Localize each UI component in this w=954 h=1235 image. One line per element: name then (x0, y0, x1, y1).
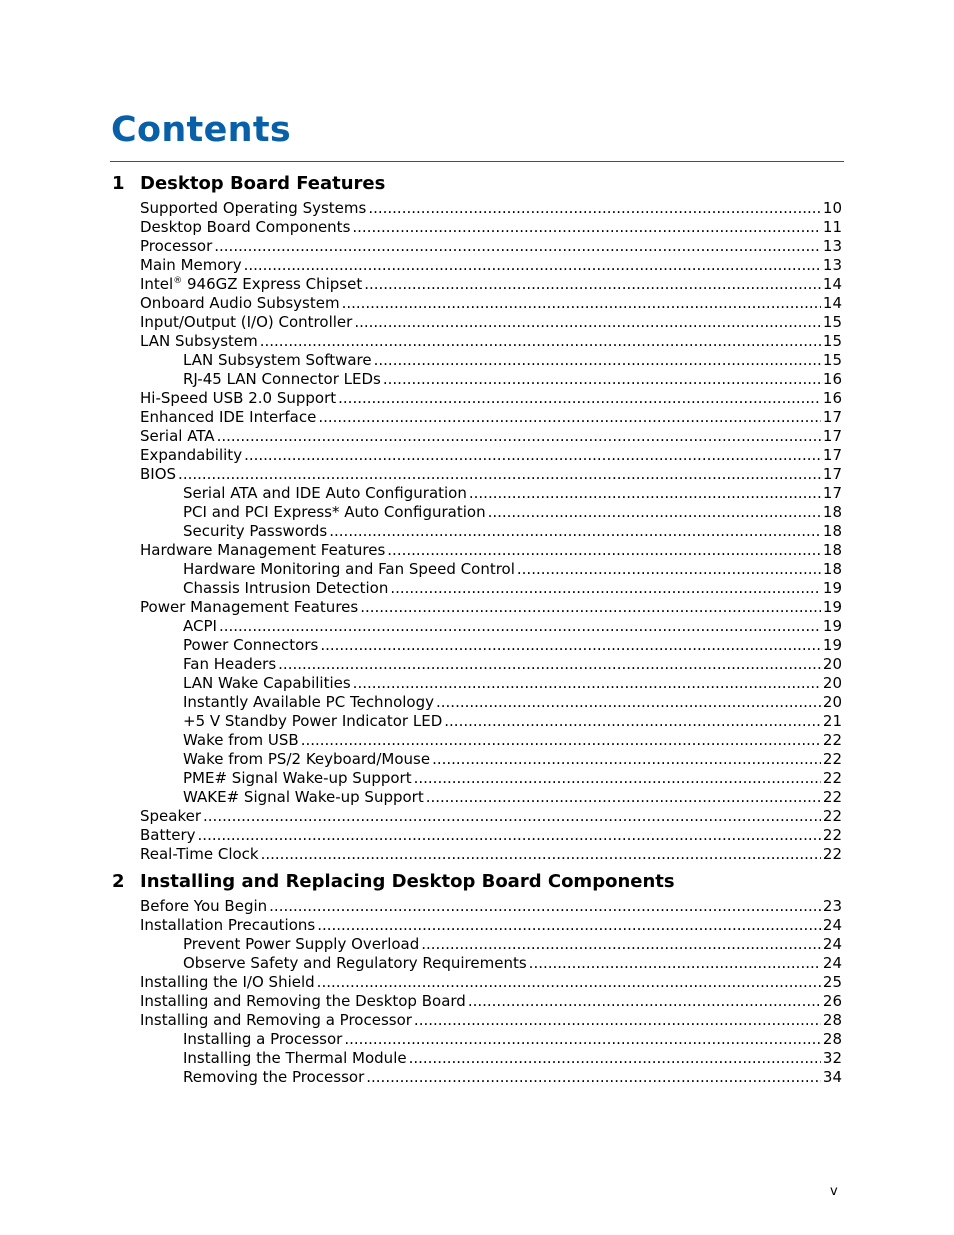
toc-entry-page: 17 (822, 465, 842, 483)
toc-entry[interactable] (140, 484, 842, 503)
toc-entry-title: LAN Wake Capabilities (183, 674, 351, 692)
dot-leader (278, 655, 821, 674)
toc-entry-page: 15 (822, 332, 842, 350)
toc-entry-page: 19 (822, 598, 842, 616)
dot-leader (368, 199, 821, 218)
toc-entry-title: Installation Precautions (140, 916, 316, 934)
page-title: Contents (111, 110, 291, 150)
toc-entry-title: Wake from PS/2 Keyboard/Mouse (183, 750, 431, 768)
toc-entry[interactable] (140, 712, 842, 731)
toc-entry[interactable] (140, 256, 842, 275)
toc-entry[interactable] (140, 826, 842, 845)
toc-entry[interactable] (140, 370, 842, 389)
dot-leader (352, 218, 821, 237)
registered-mark: ® (173, 276, 183, 286)
toc-entry-title: Supported Operating Systems (140, 199, 367, 217)
toc-entry-page: 32 (822, 1049, 842, 1067)
toc-entry[interactable] (140, 1030, 842, 1049)
toc-entry-page: 15 (822, 351, 842, 369)
chapter-2-heading[interactable] (112, 871, 842, 893)
dot-leader (244, 446, 821, 465)
toc-entry-title: Hi-Speed USB 2.0 Support (140, 389, 337, 407)
dot-leader (260, 332, 821, 351)
toc-entry-page: 17 (822, 427, 842, 445)
toc-entry-title: Real-Time Clock (140, 845, 259, 863)
dot-leader (468, 992, 821, 1011)
toc-entry-page: 10 (822, 199, 842, 217)
toc-entry[interactable] (140, 332, 842, 351)
toc-entry-page: 21 (822, 712, 842, 730)
chapter-title: Installing and Replacing Desktop Board Components (140, 871, 675, 892)
toc-entry-page: 22 (822, 826, 842, 844)
toc-entry-title: Processor (140, 237, 213, 255)
dot-leader (390, 579, 821, 598)
dot-leader (353, 674, 821, 693)
toc-entry-page: 24 (822, 916, 842, 934)
toc-entry-title: Installing and Removing the Desktop Board (140, 992, 466, 1010)
toc-entry[interactable] (140, 1049, 842, 1068)
toc-entry[interactable] (140, 617, 842, 636)
toc-entry-title: Serial ATA and IDE Auto Configuration (183, 484, 467, 502)
dot-leader (529, 954, 821, 973)
toc-entry[interactable] (140, 807, 842, 826)
toc-entry[interactable] (140, 560, 842, 579)
toc-entry[interactable] (140, 541, 842, 560)
toc-entry-title: Battery (140, 826, 196, 844)
toc-entry-page: 23 (822, 897, 842, 915)
toc-entry[interactable] (140, 1011, 842, 1030)
toc-entry[interactable] (140, 389, 842, 408)
dot-leader (488, 503, 821, 522)
toc-entry[interactable] (140, 446, 842, 465)
toc-entry-page: 19 (822, 579, 842, 597)
toc-entry-title: Installing and Removing a Processor (140, 1011, 412, 1029)
toc-entry[interactable] (140, 636, 842, 655)
toc-entry[interactable] (140, 522, 842, 541)
toc-entry-page: 22 (822, 788, 842, 806)
toc-entry[interactable] (140, 935, 842, 954)
dot-leader (338, 389, 821, 408)
toc-entry-title: PME# Signal Wake-up Support (183, 769, 412, 787)
dot-leader (269, 897, 821, 916)
toc-entry-page: 17 (822, 408, 842, 426)
toc-entry-title: RJ-45 LAN Connector LEDs (183, 370, 381, 388)
toc-entry-page: 22 (822, 807, 842, 825)
dot-leader (436, 693, 821, 712)
toc-entry-title: Main Memory (140, 256, 242, 274)
chapter-number: 2 (112, 871, 125, 892)
dot-leader (219, 617, 821, 636)
toc-entry-title: Installing a Processor (183, 1030, 343, 1048)
toc-entry-page: 13 (822, 237, 842, 255)
dot-leader (342, 294, 821, 313)
toc-entry-title: BIOS (140, 465, 177, 483)
dot-leader (414, 769, 821, 788)
toc-entry-title: Before You Begin (140, 897, 268, 915)
toc-entry-title-part: Intel (140, 275, 174, 293)
toc-entry-title: Removing the Processor (183, 1068, 365, 1086)
dot-leader (217, 427, 821, 446)
toc-entry-title: PCI and PCI Express* Auto Configuration (183, 503, 486, 521)
toc-entry-page: 20 (822, 655, 842, 673)
toc-entry[interactable] (140, 351, 842, 370)
toc-entry-page: 18 (822, 560, 842, 578)
dot-leader (354, 313, 821, 332)
toc-entry[interactable] (140, 954, 842, 973)
toc-entry-page: 19 (822, 617, 842, 635)
toc-entry-title: Input/Output (I/O) Controller (140, 313, 353, 331)
toc-entry-title: Observe Safety and Regulatory Requirements (183, 954, 527, 972)
toc-entry[interactable] (140, 731, 842, 750)
toc-entry-title: Installing the Thermal Module (183, 1049, 407, 1067)
toc-entry-page: 22 (822, 731, 842, 749)
toc-entry-title: Security Passwords (183, 522, 328, 540)
toc-entry-title: Power Management Features (140, 598, 359, 616)
dot-leader (344, 1030, 821, 1049)
toc-entry-page: 11 (822, 218, 842, 236)
toc-entry-page: 18 (822, 503, 842, 521)
dot-leader (244, 256, 821, 275)
toc-entry[interactable] (140, 992, 842, 1011)
dot-leader (301, 731, 821, 750)
toc-entry-title: Wake from USB (183, 731, 299, 749)
dot-leader (364, 275, 821, 294)
chapter-2-entries (140, 897, 842, 1087)
dot-leader (374, 351, 821, 370)
toc-entry[interactable] (140, 408, 842, 427)
toc-entry[interactable] (140, 199, 842, 218)
toc-entry-title: Prevent Power Supply Overload (183, 935, 420, 953)
dot-leader (198, 826, 821, 845)
toc-entry-title: ACPI (183, 617, 217, 635)
toc-entry-title: +5 V Standby Power Indicator LED (183, 712, 443, 730)
dot-leader (203, 807, 821, 826)
toc-entry-title: Onboard Audio Subsystem (140, 294, 340, 312)
chapter-title: Desktop Board Features (140, 173, 386, 194)
toc-entry-title-part: 946GZ Express Chipset (182, 275, 363, 293)
toc-entry[interactable] (140, 313, 842, 332)
toc-entry-page: 22 (822, 750, 842, 768)
dot-leader (178, 465, 821, 484)
toc-entry[interactable] (140, 1068, 842, 1087)
dot-leader (261, 845, 821, 864)
toc-entry-title: Enhanced IDE Interface (140, 408, 317, 426)
toc-entry-title (140, 275, 362, 294)
toc-entry-page: 20 (822, 693, 842, 711)
chapter-number: 1 (112, 173, 125, 194)
dot-leader (383, 370, 821, 389)
dot-leader (318, 408, 821, 427)
toc-entry-page: 24 (822, 935, 842, 953)
toc-entry[interactable] (140, 693, 842, 712)
toc-entry-title: Fan Headers (183, 655, 277, 673)
toc-entry-page: 18 (822, 541, 842, 559)
dot-leader (366, 1068, 821, 1087)
toc-entry-title: LAN Subsystem Software (183, 351, 372, 369)
toc-entry[interactable] (140, 769, 842, 788)
dot-leader (426, 788, 821, 807)
dot-leader (469, 484, 821, 503)
toc-entry-title: Hardware Monitoring and Fan Speed Control (183, 560, 515, 578)
footer-page-number: v (830, 1184, 838, 1199)
toc-entry[interactable] (140, 465, 842, 484)
toc-entry-page: 25 (822, 973, 842, 991)
toc-entry[interactable] (140, 674, 842, 693)
toc-entry-page: 15 (822, 313, 842, 331)
toc-entry[interactable] (140, 897, 842, 916)
dot-leader (329, 522, 821, 541)
toc-entry-page: 28 (822, 1030, 842, 1048)
toc-entry-page: 17 (822, 484, 842, 502)
toc-entry-page: 14 (822, 294, 842, 312)
toc-entry-page: 34 (822, 1068, 842, 1086)
toc-entry-title: Speaker (140, 807, 202, 825)
toc-entry-page: 28 (822, 1011, 842, 1029)
toc-entry-title: Expandability (140, 446, 243, 464)
toc-entry-page: 16 (822, 389, 842, 407)
chapter-1-entries (140, 199, 842, 864)
toc-entry[interactable] (140, 655, 842, 674)
toc-entry[interactable] (140, 294, 842, 313)
dot-leader (387, 541, 821, 560)
toc-entry[interactable] (140, 750, 842, 769)
dot-leader (421, 935, 821, 954)
toc-entry-title: WAKE# Signal Wake-up Support (183, 788, 424, 806)
toc-entry-page: 26 (822, 992, 842, 1010)
toc-entry[interactable] (140, 598, 842, 617)
toc-entry[interactable] (140, 218, 842, 237)
dot-leader (444, 712, 821, 731)
toc-entry[interactable] (140, 237, 842, 256)
dot-leader (409, 1049, 821, 1068)
dot-leader (214, 237, 821, 256)
dot-leader (414, 1011, 821, 1030)
toc-entry-page: 16 (822, 370, 842, 388)
toc-entry[interactable] (140, 845, 842, 864)
toc-entry-title: Chassis Intrusion Detection (183, 579, 389, 597)
toc-entry-title: Desktop Board Components (140, 218, 351, 236)
dot-leader (320, 636, 821, 655)
toc-entry[interactable] (140, 275, 842, 294)
toc-entry-page: 19 (822, 636, 842, 654)
dot-leader (317, 973, 821, 992)
toc-entry[interactable] (140, 579, 842, 598)
toc-entry-page: 22 (822, 769, 842, 787)
chapter-1-heading[interactable] (112, 173, 842, 195)
toc-entry-title: Hardware Management Features (140, 541, 386, 559)
toc-entry-page: 14 (822, 275, 842, 293)
toc-entry[interactable] (140, 427, 842, 446)
dot-leader (517, 560, 821, 579)
toc-entry-title: Power Connectors (183, 636, 319, 654)
toc-entry-title: Instantly Available PC Technology (183, 693, 434, 711)
toc-entry-page: 20 (822, 674, 842, 692)
toc-entry[interactable] (140, 788, 842, 807)
toc-entry-page: 24 (822, 954, 842, 972)
toc-entry-page: 22 (822, 845, 842, 863)
toc-entry-title: LAN Subsystem (140, 332, 258, 350)
toc-entry[interactable] (140, 973, 842, 992)
title-divider (110, 161, 844, 162)
dot-leader (432, 750, 821, 769)
dot-leader (317, 916, 821, 935)
toc-entry[interactable] (140, 503, 842, 522)
dot-leader (360, 598, 821, 617)
toc-entry-title: Serial ATA (140, 427, 215, 445)
toc-entry-title: Installing the I/O Shield (140, 973, 315, 991)
toc-entry[interactable] (140, 916, 842, 935)
toc-entry-page: 17 (822, 446, 842, 464)
toc-entry-page: 18 (822, 522, 842, 540)
toc-entry-page: 13 (822, 256, 842, 274)
